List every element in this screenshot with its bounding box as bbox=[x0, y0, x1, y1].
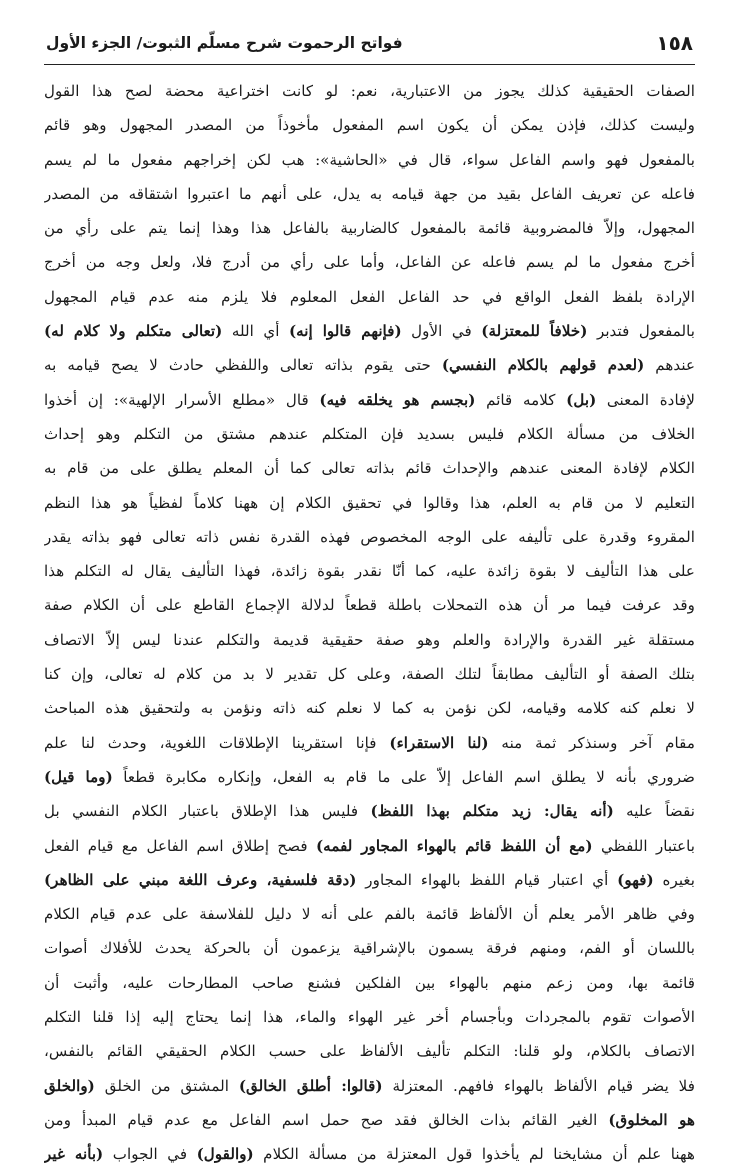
text-line bbox=[44, 451, 695, 485]
text-segment: الإرادة بلفظ الفعل الواقع في حد الفاعل الفعل المعلوم فلا يلزم منه عدم قيام المجهول bbox=[44, 287, 695, 306]
text-segment: باللسان أو الفم، ومنهم فرقة يسمون بالإشراقية يزعمون أن بالحركة يحدث للأفلاك أصوات bbox=[44, 939, 695, 958]
text-line bbox=[44, 280, 695, 314]
text-line bbox=[44, 623, 695, 657]
text-line bbox=[44, 931, 695, 965]
text-line bbox=[44, 245, 695, 279]
text-segment: التعليم لا من قام به العلم، هذا وقالوا في تحقيق الكلام إن ههنا كلاماً لفظياً هو هذا النظم bbox=[44, 493, 695, 512]
text-line bbox=[44, 657, 695, 691]
text-segment: قال «مطلع الأسرار الإلهية»: إن أخذوا bbox=[44, 390, 320, 409]
bold-text-segment: (بل) bbox=[566, 390, 597, 409]
text-segment: الخلاف من مسألة الكلام فليس بسديد فإن المتكلم عندهم مشتق من التكلم وهو إحداث bbox=[44, 424, 695, 443]
text-segment: فليس هذا الإطلاق باعتبار الكلام النفسي بل bbox=[44, 802, 371, 821]
text-line bbox=[44, 417, 695, 451]
text-line bbox=[44, 588, 695, 622]
text-line bbox=[44, 486, 695, 520]
bold-text-segment: (خلافاً للمعتزلة) bbox=[481, 322, 588, 341]
text-segment: كلامه قائم bbox=[475, 390, 567, 409]
text-segment: فلا يضر قيام الألفاظ بالهواء فافهم. المعتزلة bbox=[382, 1076, 695, 1095]
text-segment: على هذا التأليف لا بقوة زائدة عليه، كما أنّا نقدر بقوة زائدة، فهذا التأليف يقال له التكلم هذا bbox=[44, 562, 695, 581]
text-segment: وفي ظاهر الأمر يعلم أن الألفاظ قائمة بالفم على أنه لا دليل للفلاسفة على عدم قيام الكلام bbox=[44, 905, 695, 924]
text-segment: في الأول bbox=[401, 322, 482, 341]
text-line bbox=[44, 314, 695, 348]
text-segment: بتلك الصفة أو التأليف مطابقاً لتلك الصفة، وعلى كل تقدير لا بد من كلام له تعالى، وإن كنا bbox=[44, 665, 695, 684]
text-segment: فصح إطلاق اسم الفاعل مع قيام الفعل bbox=[44, 836, 316, 855]
bold-text-segment: (بأنه غير bbox=[44, 1145, 104, 1164]
text-line bbox=[44, 177, 695, 211]
bold-text-segment: (قالوا: أطلق الخالق) bbox=[238, 1076, 383, 1095]
text-line bbox=[44, 829, 695, 863]
text-segment: الغير القائم بذات الخالق فقد صح حمل اسم الفاعل مع عدم قيام المبدأ ومن bbox=[44, 1110, 609, 1129]
text-line bbox=[44, 726, 695, 760]
text-segment: مستقلة غير القدرة والإرادة والعلم وهو صفة حقيقية قديمة والتكلم عندنا ليس إلاّ الاتصاف bbox=[44, 630, 695, 649]
page-number: ١٥٨ bbox=[656, 31, 693, 55]
text-line bbox=[44, 897, 695, 931]
text-segment: فإنا استقرينا الإطلاقات اللغوية، وحدث لنا علم bbox=[44, 733, 390, 752]
text-segment: باعتبار اللفظي bbox=[592, 836, 695, 855]
text-segment: وقد عرفت فيما مر أن هذه التمحلات باطلة قطعاً لدلالة الإجماع القاطع على أن الكلام صفة bbox=[44, 596, 695, 615]
bold-text-segment: (والخلق bbox=[44, 1076, 95, 1095]
text-line bbox=[44, 554, 695, 588]
text-segment: وليست كذلك، فإذن يمكن أن يكون اسم المفعول مأخوذاً من المصدر المجهول وهو قائم bbox=[44, 116, 695, 135]
bold-text-segment: (فهو) bbox=[617, 870, 654, 889]
text-line bbox=[44, 383, 695, 417]
text-line bbox=[44, 74, 695, 108]
text-segment: مقام آخر وسنذكر ثمة منه bbox=[488, 733, 695, 752]
text-segment: فاعله عن تعريف الفاعل بقيد من جهة قيامه به يدل، على أنهم ما اعتبروا اشتقاقه من المصدر bbox=[44, 184, 695, 203]
text-segment: لإفادة المعنى bbox=[596, 390, 695, 409]
text-line bbox=[44, 966, 695, 1000]
text-segment: أي الله bbox=[222, 322, 289, 341]
header-rule bbox=[44, 64, 695, 65]
text-segment: أي اعتبار قيام اللفظ بالهواء المجاور bbox=[356, 870, 618, 889]
page-header bbox=[46, 28, 693, 58]
body-text bbox=[44, 74, 695, 1172]
text-line bbox=[44, 108, 695, 142]
bold-text-segment: (لعدم قولهم بالكلام النفسي) bbox=[441, 356, 645, 375]
text-line bbox=[44, 211, 695, 245]
bold-text-segment: هو المخلوق) bbox=[608, 1110, 695, 1129]
text-segment: أخرج مفعول ما لم يسم فاعله عن الفاعل، وأما على رأي من أدرج فلا، ولعل وجه من أخرج bbox=[44, 253, 695, 272]
text-line bbox=[44, 520, 695, 554]
bold-text-segment: (والقول) bbox=[196, 1145, 254, 1164]
text-segment: ضروري بأنه لا يطلق اسم الفاعل إلاّ على ما قام به الفعل، وإنكاره مكابرة قطعاً bbox=[112, 767, 695, 786]
text-segment: في الجواب bbox=[103, 1145, 197, 1164]
text-segment: حتى يقوم بذاته تعالى واللفظي حادث لا يصح قيامه به bbox=[44, 356, 442, 375]
text-line bbox=[44, 1137, 695, 1171]
text-segment: بالمفعول فتدبر bbox=[587, 322, 695, 341]
text-line bbox=[44, 143, 695, 177]
bold-text-segment: (بجسم هو يخلقه فيه) bbox=[319, 390, 476, 409]
text-segment: نقضاً عليه bbox=[613, 802, 695, 821]
bold-text-segment: (وما قيل) bbox=[44, 767, 113, 786]
text-line bbox=[44, 1034, 695, 1068]
text-segment: المقروء وقدرة على تأليفه على الوجه المخصوص فهذه القدرة نفس ذاته تعالى فهو بذاته يقدر bbox=[44, 527, 695, 546]
text-line bbox=[44, 794, 695, 828]
text-line bbox=[44, 1069, 695, 1103]
bold-text-segment: (لنا الاستقراء) bbox=[389, 733, 489, 752]
text-segment: بغيره bbox=[653, 870, 695, 889]
text-segment: المجهول، وإلاّ فالمضروبية قائمة بالمفعول كالضاربية بالفاعل هذا وهذا إنما يتم على رأي من bbox=[44, 219, 695, 238]
text-segment: عندهم bbox=[644, 356, 695, 375]
running-title: فواتح الرحموت شرح مسلّم الثبوت/ الجزء الأول bbox=[46, 34, 403, 52]
text-segment: الأصوات تقوم بالمجردات وبأجسام أخر غير الهواء والماء، هذا إنما يحتاج إليه إذا قلنا التكلم bbox=[44, 1008, 695, 1027]
text-line bbox=[44, 760, 695, 794]
text-line bbox=[44, 348, 695, 382]
bold-text-segment: (دقة فلسفية، وعرف اللغة مبني على الظاهر) bbox=[44, 870, 357, 889]
text-line bbox=[44, 863, 695, 897]
bold-text-segment: (فإنهم قالوا إنه) bbox=[288, 322, 402, 341]
bold-text-segment: (تعالى متكلم ولا كلام له) bbox=[44, 322, 223, 341]
bold-text-segment: (مع أن اللفظ قائم بالهواء المجاور لفمه) bbox=[316, 836, 593, 855]
text-segment: بالمفعول فهو واسم الفاعل سواء، قال في «الحاشية»: هب لكن إخراجهم مفعول ما لم يسم bbox=[44, 150, 695, 169]
text-segment: الاتصاف بالكلام، ولو قلنا: التكلم تأليف الألفاظ على حسب الكلام الحقيقي القائم بالنفس، bbox=[44, 1042, 695, 1061]
text-segment: الصفات الحقيقية كذلك يجوز من الاعتبارية، نعم: لو كانت اختراعية محضة لصح هذا القول bbox=[44, 82, 695, 100]
text-segment: المشتق من الخلق bbox=[94, 1076, 239, 1095]
text-segment: ههنا علم أن مشايخنا لم يأخذوا قول المعتزلة من مسألة الكلام bbox=[253, 1145, 695, 1164]
text-segment: لا نعلم كنه كلامه وقيامه، لكن نؤمن به كما لا نعلم كنه ذاته ونؤمن به ولتحقيق هذه المباحث bbox=[44, 699, 695, 718]
text-segment: قائمة بها، ومن زعم منهم بالهواء بين الفلكين فشنع صاحب المطارحات عليه، وأثبت أن bbox=[44, 973, 695, 992]
bold-text-segment: (أنه يقال: زيد متكلم بهذا اللفظ) bbox=[370, 802, 614, 821]
text-line bbox=[44, 1103, 695, 1137]
text-line bbox=[44, 691, 695, 725]
text-segment: الكلام لإفادة المعنى عندهم والإحداث قائم بذاته تعالى كما أن المعلم يطلق على من قام به bbox=[44, 459, 695, 478]
text-line bbox=[44, 1000, 695, 1034]
